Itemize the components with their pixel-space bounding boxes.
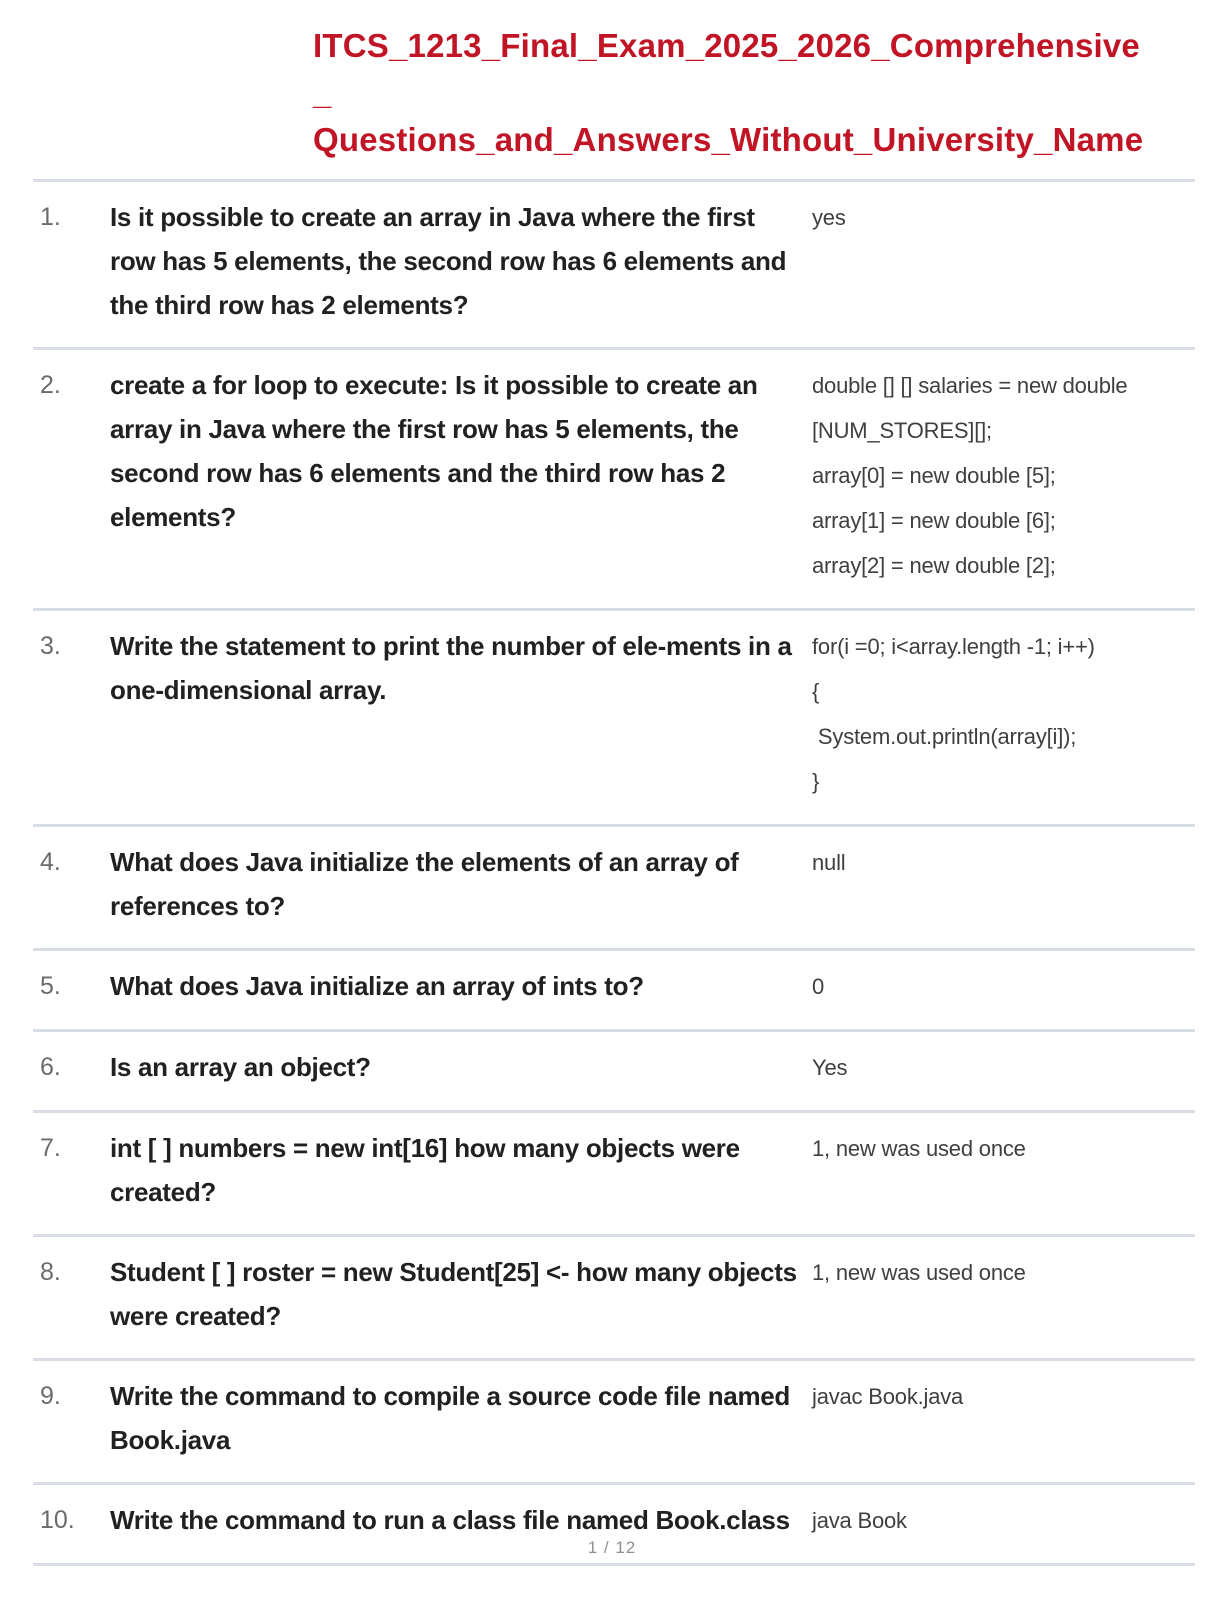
answer-line: array[2] = new double [2]; — [812, 553, 1056, 578]
question-number: 2. — [40, 371, 61, 399]
question-text: What does Java initialize the elements of an array of references to? — [110, 847, 739, 921]
question-number: 4. — [40, 848, 61, 876]
question-text: What does Java initialize an array of ints to? — [110, 971, 644, 1001]
question-number: 8. — [40, 1258, 61, 1286]
answer-text — [812, 1374, 1195, 1462]
document-title — [313, 22, 1158, 163]
question-number: 7. — [40, 1134, 61, 1162]
question-text: Write the command to compile a source code file named Book.java — [110, 1381, 791, 1455]
question-number: 3. — [40, 632, 61, 660]
answer-text — [812, 363, 1195, 588]
document-title-line2: Questions_and_Answers_Without_University_Name — [313, 121, 1144, 158]
answer-line: array[1] = new double [6]; — [812, 508, 1056, 533]
answer-line: for(i =0; i<array.length -1; i++) — [812, 634, 1095, 659]
qa-row — [33, 1358, 1195, 1482]
question-text: Write the command to run a class file named Book.class — [110, 1505, 790, 1535]
answer-line: yes — [812, 205, 846, 230]
answer-line: Yes — [812, 1055, 848, 1080]
answer-line: 0 — [812, 974, 825, 999]
answer-line: array[0] = new double [5]; — [812, 463, 1056, 488]
question-text: Is it possible to create an array in Java where the first row has 5 elements, the second row has 6 elements and the third row has 2 elements? — [110, 202, 787, 320]
answer-line: javac Book.java — [812, 1384, 964, 1409]
question-number: 9. — [40, 1382, 61, 1410]
page-footer — [0, 1538, 1224, 1558]
answer-line: } — [812, 769, 820, 794]
qa-row — [33, 824, 1195, 948]
answer-line: { — [812, 679, 820, 704]
answer-line: double [] [] salaries = new double [NUM_STORES][]; — [812, 373, 1134, 443]
document-title-line1: ITCS_1213_Final_Exam_2025_2026_Comprehensive_ — [313, 27, 1140, 111]
question-text: Is an array an object? — [110, 1052, 371, 1082]
qa-row — [33, 1234, 1195, 1358]
question-text: Write the statement to print the number of ele-ments in a one-dimensional array. — [110, 631, 792, 705]
answer-line: 1, new was used once — [812, 1260, 1026, 1285]
answer-text — [812, 840, 1195, 928]
question-number: 1. — [40, 203, 61, 231]
question-text: create a for loop to execute: Is it possible to create an array in Java where the first row has 5 elements, the second row has 6 elements and the third row has 2 elements? — [110, 370, 758, 532]
answer-text — [812, 964, 1195, 1009]
answer-line: java Book — [812, 1508, 907, 1533]
qa-table — [33, 179, 1195, 1566]
answer-text — [812, 195, 1195, 327]
question-text: Student [ ] roster = new Student[25] <- how many objects were created? — [110, 1257, 797, 1331]
qa-row — [33, 608, 1195, 824]
question-number: 5. — [40, 972, 61, 1000]
answer-text — [812, 1126, 1195, 1214]
qa-row — [33, 347, 1195, 608]
question-number: 6. — [40, 1053, 61, 1081]
document-header — [0, 22, 1224, 163]
qa-row — [33, 948, 1195, 1029]
answer-line: System.out.println(array[i]); — [812, 724, 1077, 749]
answer-line: null — [812, 850, 846, 875]
question-number: 10. — [40, 1506, 75, 1534]
answer-line: 1, new was used once — [812, 1136, 1026, 1161]
qa-row — [33, 1029, 1195, 1110]
answer-text — [812, 1045, 1195, 1090]
question-text: int [ ] numbers = new int[16] how many objects were created? — [110, 1133, 740, 1207]
page-indicator: 1 / 12 — [587, 1538, 637, 1557]
answer-text — [812, 1250, 1195, 1338]
answer-text — [812, 1498, 1195, 1543]
qa-row — [33, 1110, 1195, 1234]
answer-text — [812, 624, 1195, 804]
qa-row — [33, 179, 1195, 347]
